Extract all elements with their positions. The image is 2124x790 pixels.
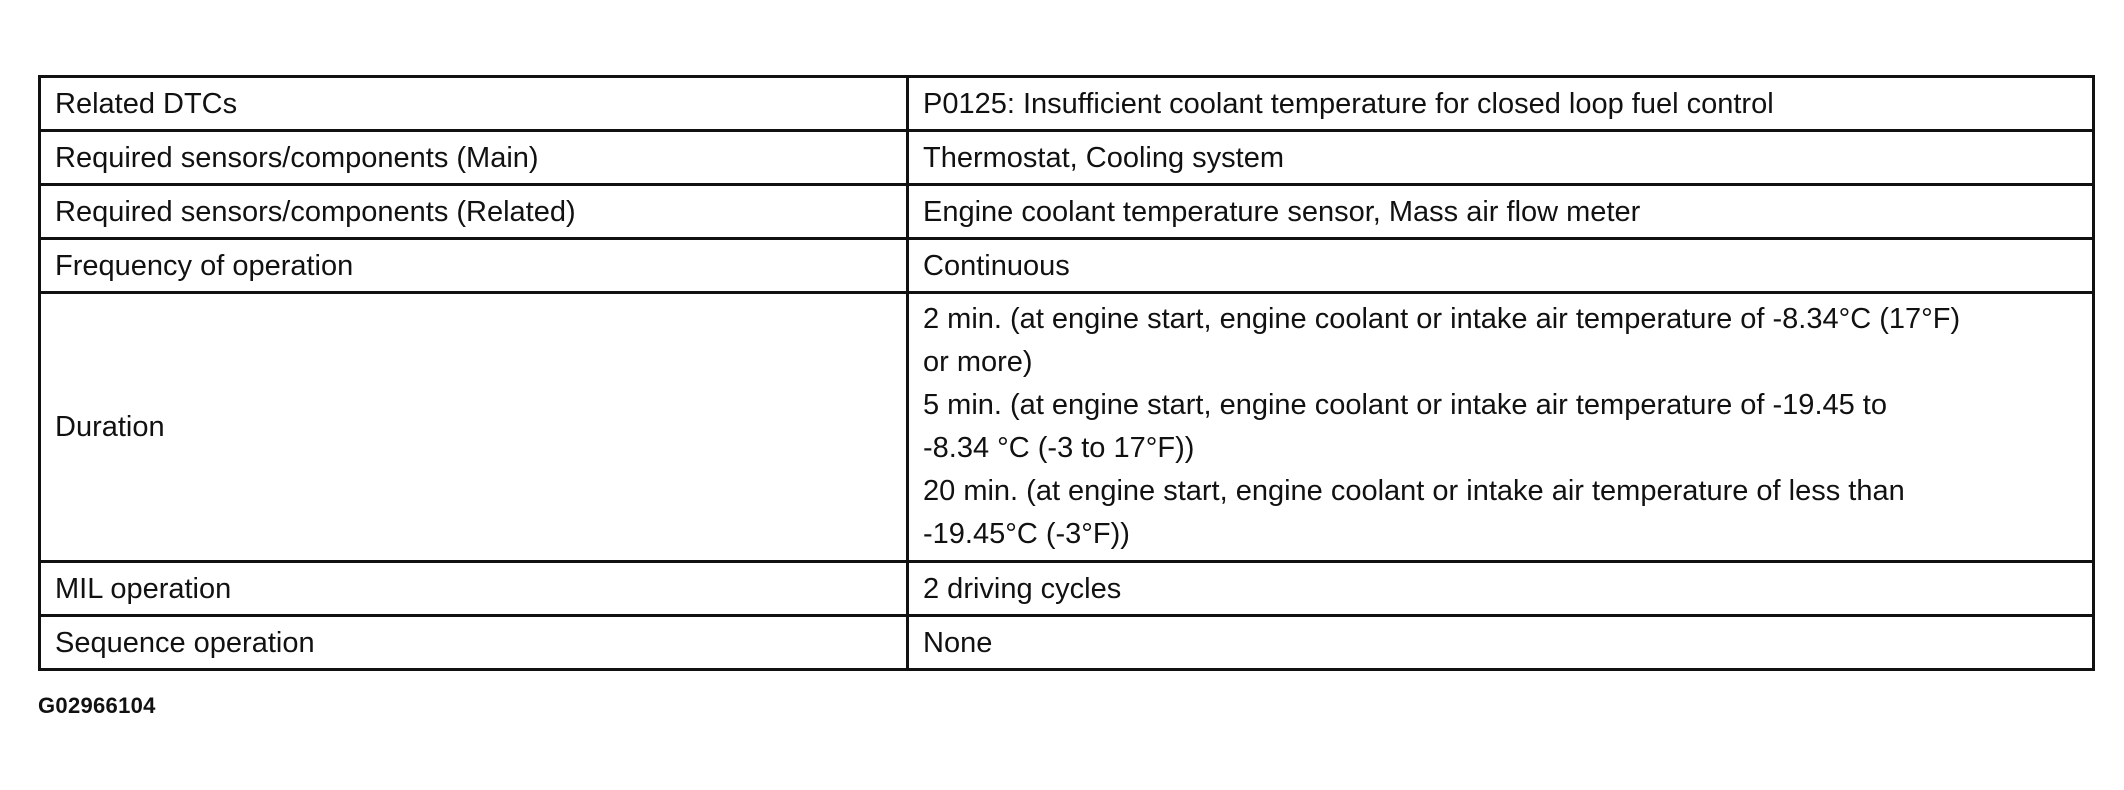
duration-line: 2 min. (at engine start, engine coolant or intake air temperature of -8.34°C (17°F) xyxy=(923,303,1961,335)
duration-line: -8.34 °C (-3 to 17°F)) xyxy=(923,432,1195,464)
duration-value xyxy=(908,293,2094,562)
row-label: Duration xyxy=(40,293,908,562)
row-label: Related DTCs xyxy=(40,77,908,131)
table-row xyxy=(40,185,2094,239)
table-row xyxy=(40,131,2094,185)
row-label: Frequency of operation xyxy=(40,239,908,293)
row-value: Engine coolant temperature sensor, Mass air flow meter xyxy=(908,185,2094,239)
table-row-duration xyxy=(40,293,2094,562)
table-row xyxy=(40,239,2094,293)
table-row xyxy=(40,616,2094,670)
row-label: MIL operation xyxy=(40,562,908,616)
row-value: P0125: Insufficient coolant temperature for closed loop fuel control xyxy=(908,77,2094,131)
monitor-spec-table xyxy=(38,75,2095,671)
duration-line: -19.45°C (-3°F)) xyxy=(923,518,1130,550)
table-row xyxy=(40,562,2094,616)
figure-code: G02966104 xyxy=(38,693,156,718)
duration-line: 5 min. (at engine start, engine coolant or intake air temperature of -19.45 to xyxy=(923,389,1887,421)
row-value: Thermostat, Cooling system xyxy=(908,131,2094,185)
row-value: 2 driving cycles xyxy=(908,562,2094,616)
row-label: Required sensors/components (Related) xyxy=(40,185,908,239)
row-label: Sequence operation xyxy=(40,616,908,670)
duration-line: or more) xyxy=(923,346,1033,378)
table-row xyxy=(40,77,2094,131)
row-value: Continuous xyxy=(908,239,2094,293)
duration-line: 20 min. (at engine start, engine coolant or intake air temperature of less than xyxy=(923,475,1905,507)
row-value: None xyxy=(908,616,2094,670)
row-label: Required sensors/components (Main) xyxy=(40,131,908,185)
